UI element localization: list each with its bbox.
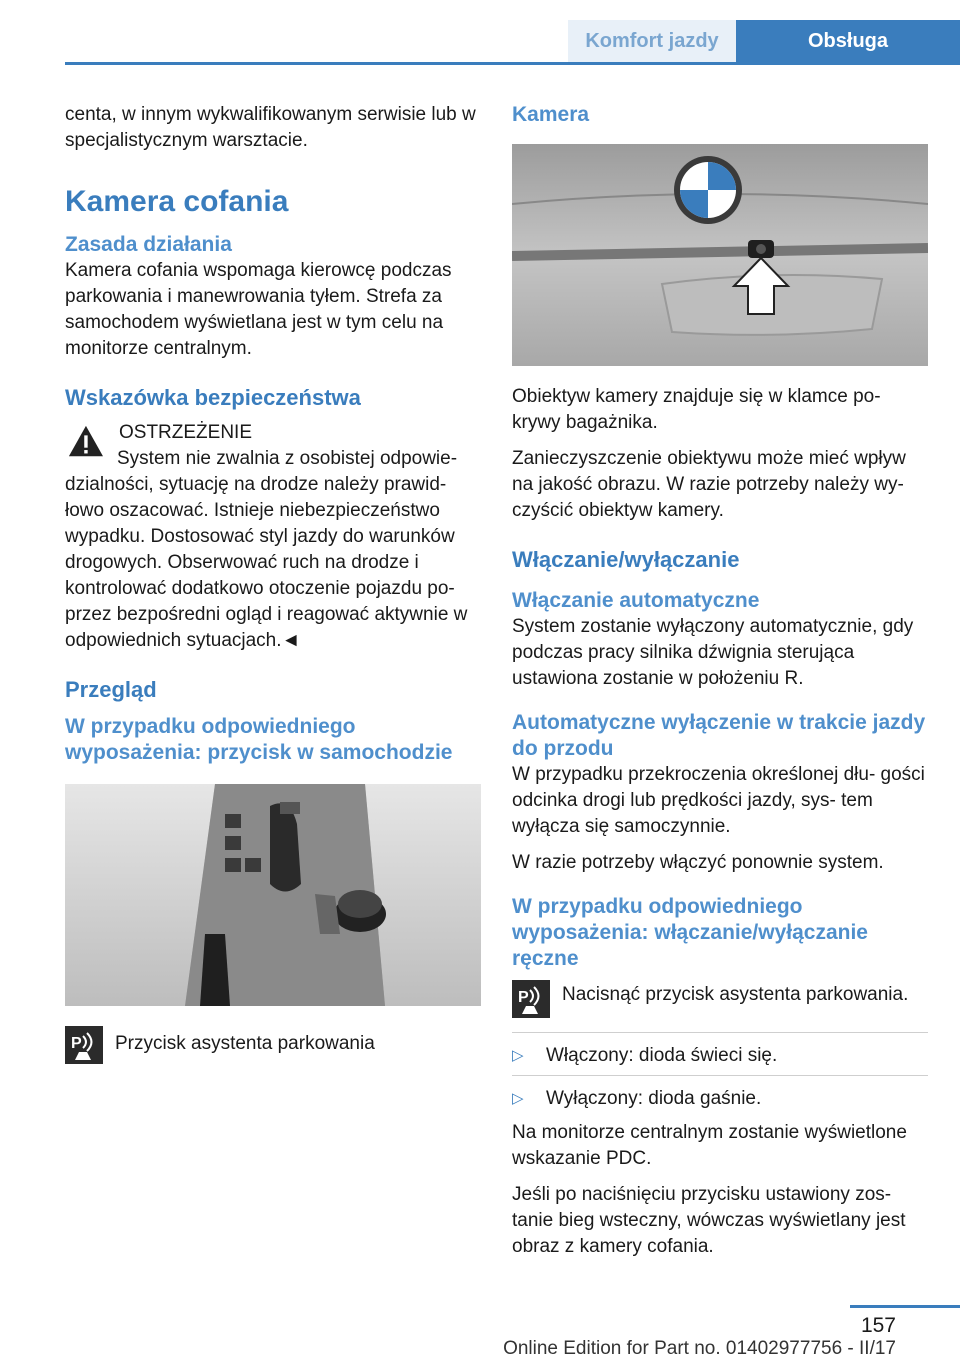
svg-text:P: P bbox=[71, 1035, 82, 1052]
list-item bbox=[512, 1032, 928, 1075]
gear-console-illustration bbox=[65, 784, 481, 1006]
header-tab-chapter[interactable]: Obsługa bbox=[736, 20, 960, 62]
list-item-text: Wyłączony: dioda gaśnie. bbox=[546, 1088, 762, 1109]
interior-photo bbox=[65, 784, 481, 1006]
safety-heading: Wskazówka bezpieczeństwa bbox=[65, 385, 361, 410]
warning-text: System nie zwalnia z osobistej odpowie- dzialności, sytuację na drodze należy prawid- łowo oszacować. Istnieje niebezpieczeństwo wypadku. Dostosować styl jazdy do warunków drogowych. Obserwować ruch na drodze i kontrolować dodatkowo otoczenie pojazdu po- przez bezpośredni ogląd i reagować aktywnie w odpowiednich sytuacjach.◄ bbox=[65, 448, 468, 651]
triangle-bullet-icon: ▷ bbox=[512, 1047, 524, 1064]
overview-heading: Przegląd bbox=[65, 677, 157, 702]
list-item bbox=[512, 1075, 928, 1118]
svg-text:P: P bbox=[518, 989, 529, 1006]
page-title: Kamera cofania bbox=[65, 185, 289, 218]
press-text: Nacisnąć przycisk asystenta parkowania. bbox=[562, 984, 909, 1005]
list-item-text: Włączony: dioda świeci się. bbox=[546, 1045, 778, 1066]
footer-rule bbox=[850, 1305, 960, 1308]
warning-block bbox=[65, 420, 481, 654]
park-assist-button-icon bbox=[65, 1026, 103, 1064]
lens-text: Obiektyw kamery znajduje się w klamce po- krywy bagażnika. bbox=[512, 386, 881, 433]
auto-off-text: W przypadku przekroczenia określonej dłu- gości odcinka drogi lub prędkości jazdy, sys- tem wyłącza się samoczynnie. bbox=[512, 764, 925, 837]
onoff-heading: Włączanie/wyłączanie bbox=[512, 547, 740, 572]
page-number: 157 bbox=[860, 1314, 896, 1337]
trunk-camera-illustration bbox=[512, 144, 928, 366]
principle-heading: Zasada działania bbox=[65, 233, 232, 256]
triangle-bullet-icon: ▷ bbox=[512, 1090, 524, 1107]
restart-text: W razie potrzeby włączyć ponownie system. bbox=[512, 852, 884, 873]
auto-off-heading: Automatyczne wyłączenie w trakcie jazdy do przodu bbox=[512, 711, 926, 760]
intro-text: centa, w innym wykwalifikowanym serwisie lub w specjalistycznym warsztacie. bbox=[65, 104, 476, 151]
warning-triangle-icon bbox=[65, 424, 105, 460]
header-tab-section[interactable]: Komfort jazdy bbox=[568, 20, 736, 62]
manual-heading: W przypadku odpowiedniego wyposażenia: włączanie/wyłączanie ręczne bbox=[512, 895, 868, 970]
warning-label: OSTRZEŻENIE bbox=[119, 422, 253, 443]
principle-text: Kamera cofania wspomaga kierowcę podczas parkowania i manewrowania tyłem. Strefa za samochodem wyświetlana jest w tym celu na monitorze centralnym. bbox=[65, 260, 452, 359]
status-list bbox=[512, 1032, 928, 1118]
camera-photo bbox=[512, 144, 928, 366]
auto-on-heading: Włączanie automatyczne bbox=[512, 589, 760, 612]
equipment-heading: W przypadku odpowiedniego wyposażenia: przycisk w samochodzie bbox=[65, 715, 453, 764]
header-rule bbox=[65, 62, 960, 65]
pdc-text: Na monitorze centralnym zostanie wyświetlone wskazanie PDC. bbox=[512, 1122, 907, 1169]
park-assist-button-icon bbox=[512, 980, 550, 1018]
auto-on-text: System zostanie wyłączony automatycznie, gdy podczas pracy silnika dźwignia sterująca ustawiona zostanie w położeniu R. bbox=[512, 616, 914, 689]
button-caption: Przycisk asystenta parkowania bbox=[115, 1033, 375, 1054]
left-column bbox=[65, 102, 481, 1064]
edition-note: Online Edition for Part no. 01402977756 - II/17 bbox=[503, 1338, 896, 1359]
reverse-text: Jeśli po naciśnięciu przycisku ustawiony zos- tanie bieg wsteczny, wówczas wyświetlany jest obraz z kamery cofania. bbox=[512, 1184, 906, 1257]
dirt-text: Zanieczyszczenie obiektywu może mieć wpływ na jakość obrazu. W razie potrzeby należy wy- czyścić obiektyw kamery. bbox=[512, 448, 906, 521]
camera-heading: Kamera bbox=[512, 103, 590, 126]
right-column bbox=[512, 102, 928, 1260]
